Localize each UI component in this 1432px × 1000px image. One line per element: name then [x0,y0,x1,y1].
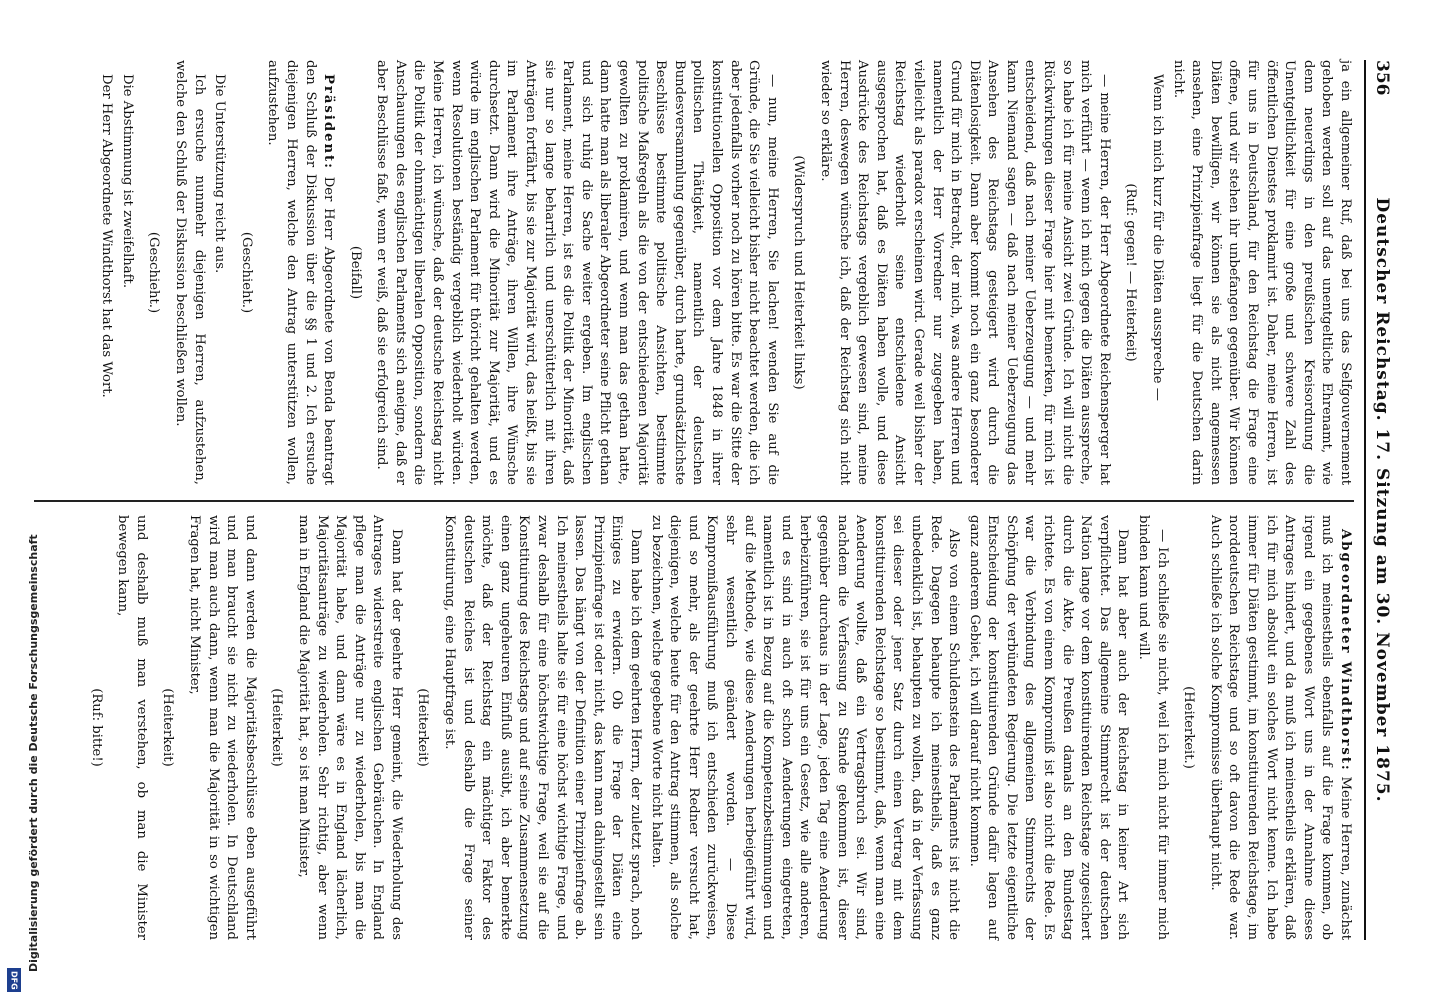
interjection: (Heiterkeit.) [1181,686,1197,769]
running-title: Deutscher Reichstag. 17. Sitzung am 30. November 1875. [1372,197,1392,803]
paragraph: Also von einem Schuldenstein des Parlaments ist nicht die Rede. Dagegen behaupte ich meinestheils, daß es ganz unbedenklich ist, behaupten zu wollen, daß in der Verfassung sei dieser oder jener Satz durch einen Vertrag mit dem konstituirenden Reichstage so bestimmt, daß, wenn man eine Aenderung wollte, daß ein Vertragsbruch sei. Wir sind, nachdem die Verfassung zu Stande gekommen ist, dieser gegenüber durchaus in der Lage, jeden Tag eine Aenderung herbeizuführen, sie ist für uns ein Gesetz, wie alle anderen, und es sind in auch oft schon Aenderungen eingetreten, namentlich ist in Bezug auf die Kompetenzbestimmungen und auf die Methode, wie diese Aenderungen herbeigeführt wird, sehr wesentlich geändert worden. — Diese Kompromißausführung muß ich entschieden zurückweisen, und so mehr, als der geehrte Herr Redner versucht hat, diejenigen, welche heute für den Antrag stimmen, als solche zu bezeichnen, welche gegebene Worte nicht halten. [648,515,962,940]
interjection: (Beifall) [347,245,363,300]
digitization-credit [1,0,40,1000]
paragraph: ja ein allgemeiner Ruf, daß bei uns das Selfgouvernement gehoben werden soll auf das unentgeltliche Ehrenamt, wie denn neuerdings in den preußischen Kreisordnung die Unentgeltlichkeit für eine große und schwere Zahl des öffentlichen Dienstes proklamirt ist. Daher, meine Herren, ist für uns in Deutschland, für den Reichstag die Frage eine offene, und wir stehen ihr unbefangen gegenüber. Wir können Diäten bewilligen, wir können sie als nicht angemessen ansehen, eine Prinzipienfrage liegt für die Deutschen darin nicht. [1170,60,1353,485]
paragraph: Ich ersuche nunmehr diejenigen Herren, aufzustehen, welche den Schluß der Diskussion beschließen wollen. [172,60,207,485]
paragraph: und dann werden die Majoritätsbeschlüsse eben ausgeführt und man braucht sie nicht zu wiederholen. In Deutschland wird man auch dann, wenn man die Majorität in so wichtigen Fragen hat, nicht Minister, [186,515,258,940]
president-paragraph [263,60,337,485]
paragraph-text: Meine Herren, zunächst muß ich meinestheils ebenfalls auf die Frage kommen, ob irgend ein gegebenes Wort uns in der Annahme dieses Antrages hindert, und da muß ich meinestheils erklären, daß ich für mich absolut ein solches Wort nicht kenne. Ich habe immer für Diäten gestimmt, im konstituirenden Reichstage, im norddeutschen Reichstage und so oft davon die Rede war. Auch schließe ich solche Kompromisse überhaupt nicht. [1207,515,1353,941]
speaker-label: Präsident: [321,74,337,171]
paragraph: Die Abstimmung ist zweifelhaft. [119,74,135,289]
credit-text: Digitalisierung gefördert durch die Deutsche Forschungsgemeinschaft [27,534,40,972]
page-number: 356 [1372,60,1392,96]
paragraph: Dann habe ich dem geehrten Herrn, der zuletzt sprach, noch Einiges zu erwidern. Ob die Frage der Diäten eine Prinzipienfrage ist oder nicht, das kann man dahingestellt sein lassen. Das hängt von der Definition einer Prinzipienfrage ab. Ich meinestheils halte sie für eine höchst wichtige Frage, und zwar deshalb für eine höchstwichtige Frage, weil sie auf die Konstituirung des Reichstags und auf seine Zusammensetzung einen ganz ungeheuren Einfluß ausübt, ich aber bemerkte möchte, daß der Reichstag ein mächtiger Faktor des deutschen Reiches ist und deshalb die Frage seiner Konstituirung, eine Hauptfrage ist. [442,515,644,940]
interjection: (Widerspruch und Heiterkeit links) [791,155,807,390]
speaker-paragraph [1205,515,1354,940]
left-column [95,60,1354,485]
interjection: (Ruf: bitte!) [88,688,104,767]
paragraph: Die Unterstützung reicht aus. [212,74,228,274]
paragraph: Dann hat aber auch der Reichstag in keiner Art sich verpflichtet. Das allgemeine Stimmrecht ist der deutschen Nation lange vor dem konstituirenden Reichstage zugesichert durch die Akte, die Preußen damals an den Bundestag richtete. Es von einem Kompromiß ist also nicht die Rede. Es war die Verbindung des allgemeinen Stimmrechts der Schöpfung der verbündeten Regierung. Die letzte eigentliche Entscheidung der konstituirenden Gründe dafür lagen auf ganz anderem Gebiet, ich will darauf nicht kommen. [966,515,1131,940]
paragraph: Dann hat der geehrte Herr gemeint, die Wiederholung des Antrages widerstreite englischen Gebräuchen. In England pflege man die Anträge nur zu wiederholen, bis man die Majorität habe, und dann wäre es in England lächerlich, Majoritätsanträge zu wiederholen. Sehr richtig, aber wenn man in England die Majorität hat, so ist man Minister, [295,515,404,940]
paragraph: Wenn ich mich kurz für die Diäten ausspreche — [1150,74,1166,401]
paragraph: und deshalb muß man verstehen, ob man die Minister bewegen kann, [115,515,149,940]
interjection: (Ruf: gegen! — Heiterkeit) [1123,183,1139,362]
interjection: (Geschieht.) [238,231,254,314]
interjection: (Heiterkeit) [160,688,176,767]
interjection: (Heiterkeit) [415,688,431,767]
paragraph: Der Herr Abgeordnete Windthorst hat das Wort. [99,74,115,398]
speaker-label: Abgeordneter Windthorst: [1338,529,1353,772]
dfg-logo: DFG [7,968,21,992]
running-head [1364,60,1392,940]
column-divider [34,500,1354,502]
interjection: (Geschieht.) [146,231,162,314]
paragraph: — Ich schließe sie nicht, weil ich mich nicht für immer mich binden kann und will. [1136,515,1170,940]
paragraph: — nun, meine Herren, Sie lachen! wenden Sie auf die Gründe, die Sie vielleicht bisher nicht beachtet werden, die ich aber jedenfalls vorher noch zu hören bitte. Es war die Sitte der konstitutionellen Opposition vor dem Jahre 1848 in ihrer politischen Thätigkeit, namentlich der deutschen Bundesversammlung gegenüber, durch harte, grundsätzlichste Beschlüsse bestimmte politische Ansichten, bestimmte politische Maßregeln als die von der entschiedenen Majorität gewollten zu proklamiren, und wenn man das gethan hatte, dann hatte man als liberaler Abgeordneter seine Pflicht gethan und sich ruhig die Sache weiter ergeben. Im englischen Parlament, meine Herren, ist es die Politik der Minorität, daß sie nur so lange beharrlich und unerschütterlich mit ihren Anträgen fortfährt, bis sie zur Majorität wird, das heißt, bis sie im Parlament ihre Anträge, ihren Willen, ihre Wünsche durchsetzt. Dann wird die Minorität zur Majorität, und es würde im englischen Parlament für thöricht gehalten werden, wenn Resolutionen beständig vergeblich wiederholt würden. Meine Herren, ich wünsche, daß der deutsche Reichstag nicht die Politik der ohnmächtigen liberalen Opposition, sondern die Anschauungen des englischen Parlaments sich aneigne, daß er aber Beschlüsse faßt, wenn er weiß, daß sie erfolgreich sind. [374,60,780,485]
interjection: (Heiterkeit) [269,688,285,767]
right-column [78,515,1354,940]
paragraph: — meine Herren, der Herr Abgeordnete Reichensperger hat mich verführt — wenn ich mich gegen die Diäten ausspreche, so habe ich für meine Ansicht zwei Gründe. Ich will nicht die Rückwirkungen dieser Frage hier mit bemerken, für mich ist entscheidend, daß nach meiner Ueberzeugung — und mehr kann Niemand sagen — daß nach meiner Ueberzeugung das Ansehen des Reichstags gesteigert wird durch die Diätenlosigkeit. Dann aber kommt noch ein ganz besonderer Grund für mich in Betracht, der mich, was andere Herren und namentlich der Herr Vorredner nur zugegeben haben, vielleicht als paradox erscheinen wird. Gerade weil bisher der Reichstag wiederholt seine entschiedene Ansicht ausgesprochen hat, daß es Diäten haben wolle, und diese Ausdrücke des Reichstags vergeblich gewesen sind, meine Herren, deswegen wünsche ich, daß der Reichstag sich nicht wieder so erkläre. [817,60,1112,485]
paragraph-text: Der Herr Abgeordnete von Benda beantragt den Schluß der Diskussion über die §§ 1 und 2. Ich ersuche diejenigen Herren, welche den Antrag unterstützen wollen, aufzustehen. [265,60,337,485]
